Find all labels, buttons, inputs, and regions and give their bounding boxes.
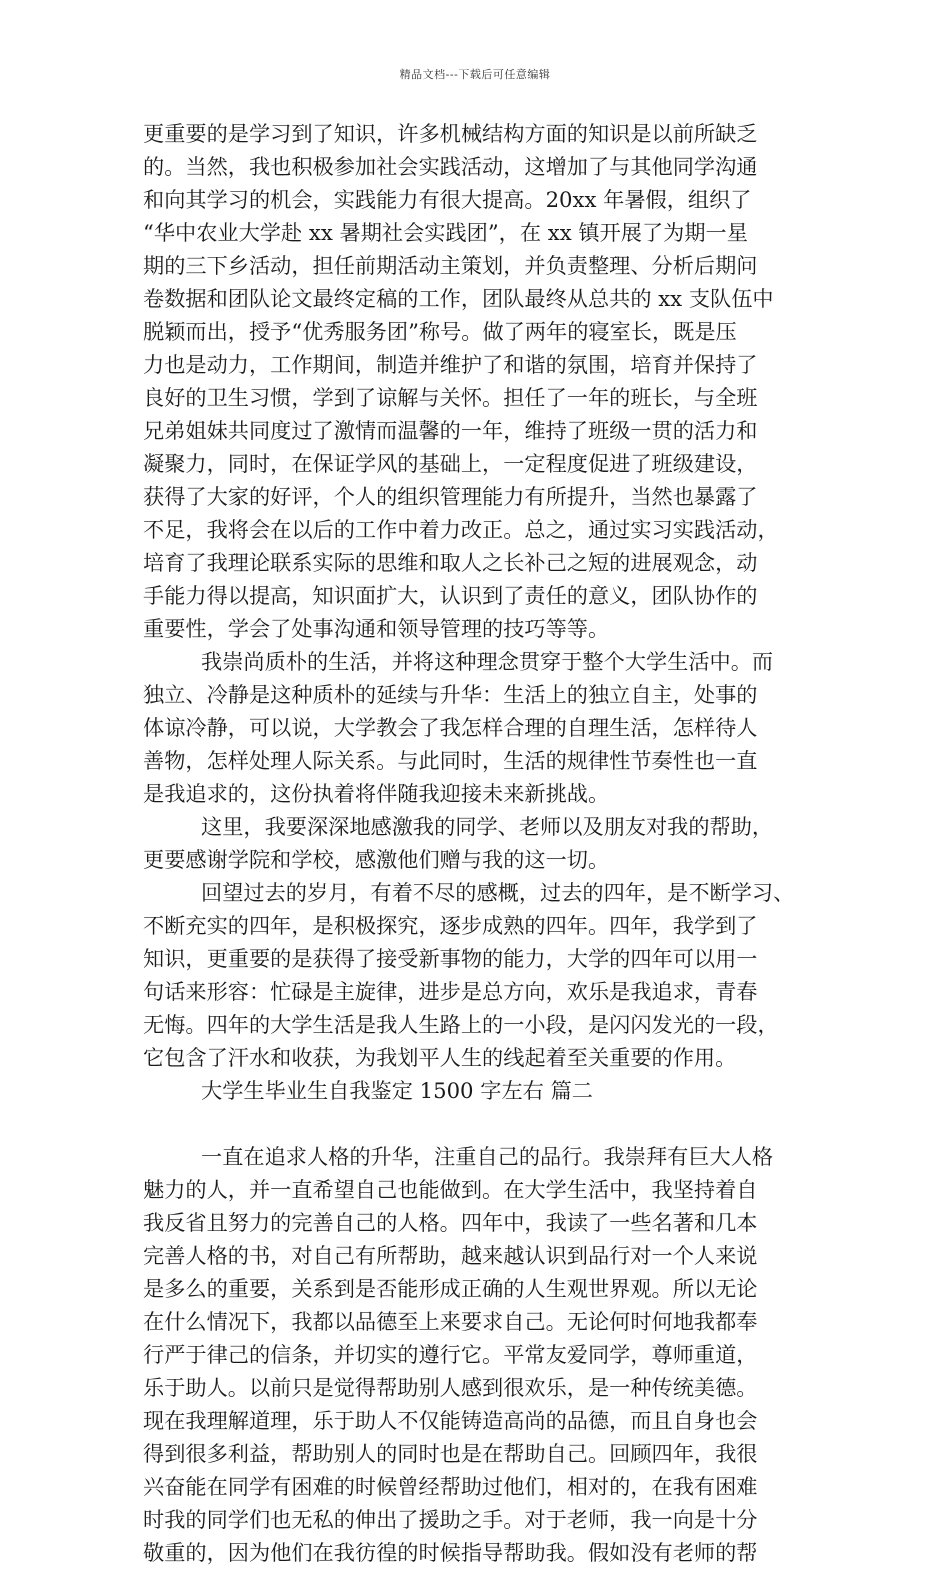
text-line: “华中农业大学赴 xx 暑期社会实践团”，在 xx 镇开展了为期一星 bbox=[143, 220, 748, 245]
text-line: 凝聚力，同时，在保证学风的基础上，一定程度促进了班级建设， bbox=[143, 451, 758, 476]
text-line: 我反省且努力的完善自己的人格。四年中，我读了一些名著和几本 bbox=[143, 1210, 758, 1235]
text-line: 独立、冷静是这种质朴的延续与升华：生活上的独立自主，处事的 bbox=[143, 682, 758, 707]
text-line: 更重要的是学习到了知识，许多机械结构方面的知识是以前所缺乏 bbox=[143, 121, 758, 146]
text-line: 是多么的重要，关系到是否能形成正确的人生观世界观。所以无论 bbox=[143, 1276, 758, 1301]
text-line: 我崇尚质朴的生活，并将这种理念贯穿于整个大学生活中。而 bbox=[201, 649, 774, 674]
text-line: 得到很多利益，帮助别人的同时也是在帮助自己。回顾四年，我很 bbox=[143, 1441, 758, 1466]
text-line: 力也是动力，工作期间，制造并维护了和谐的氛围，培育并保持了 bbox=[143, 352, 758, 377]
text-line: 这里，我要深深地感激我的同学、老师以及朋友对我的帮助， bbox=[201, 814, 774, 839]
section-heading: 大学生毕业生自我鉴定 1500 字左右 篇二 bbox=[201, 1078, 593, 1103]
text-line: 现在我理解道理，乐于助人不仅能铸造高尚的品德，而且自身也会 bbox=[143, 1408, 758, 1433]
text-line: 是我追求的，这份执着将伴随我迎接未来新挑战。 bbox=[143, 781, 610, 806]
text-line: 手能力得以提高，知识面扩大，认识到了责任的意义，团队协作的 bbox=[143, 583, 758, 608]
text-line: 体谅冷静，可以说，大学教会了我怎样合理的自理生活，怎样待人 bbox=[143, 715, 758, 740]
text-line: 和向其学习的机会，实践能力有很大提高。20xx 年暑假，组织了 bbox=[143, 187, 752, 212]
text-line: 在什么情况下，我都以品德至上来要求自己。无论何时何地我都奉 bbox=[143, 1309, 758, 1334]
blank-line bbox=[143, 1107, 823, 1140]
text-line: 不断充实的四年，是积极探究，逐步成熟的四年。四年，我学到了 bbox=[143, 913, 758, 938]
document-body bbox=[143, 117, 823, 1569]
text-line: 句话来形容：忙碌是主旋律，进步是总方向，欢乐是我追求，青春 bbox=[143, 979, 758, 1004]
text-line: 更要感谢学院和学校，感激他们赠与我的这一切。 bbox=[143, 847, 610, 872]
text-line: 回望过去的岁月，有着不尽的感概，过去的四年，是不断学习、 bbox=[201, 880, 795, 905]
text-line: 培育了我理论联系实际的思维和取人之长补己之短的进展观念，动 bbox=[143, 550, 758, 575]
text-line: 乐于助人。以前只是觉得帮助别人感到很欢乐，是一种传统美德。 bbox=[143, 1375, 758, 1400]
text-line: 期的三下乡活动，担任前期活动主策划，并负责整理、分析后期问 bbox=[143, 253, 758, 278]
text-line: 魅力的人，并一直希望自己也能做到。在大学生活中，我坚持着自 bbox=[143, 1177, 758, 1202]
text-line: 善物，怎样处理人际关系。与此同时，生活的规律性节奏性也一直 bbox=[143, 748, 758, 773]
text-line: 它包含了汗水和收获，为我划平人生的线起着至关重要的作用。 bbox=[143, 1045, 737, 1070]
text-line: 兴奋能在同学有困难的时候曾经帮助过他们，相对的，在我有困难 bbox=[143, 1474, 758, 1499]
text-line: 获得了大家的好评，个人的组织管理能力有所提升，当然也暴露了 bbox=[143, 484, 758, 509]
text-line: 卷数据和团队论文最终定稿的工作，团队最终从总共的 xx 支队伍中 bbox=[143, 286, 774, 311]
text-line: 完善人格的书，对自己有所帮助，越来越认识到品行对一个人来说 bbox=[143, 1243, 758, 1268]
text-line: 不足，我将会在以后的工作中着力改正。总之，通过实习实践活动， bbox=[143, 517, 779, 542]
text-line: 时我的同学们也无私的伸出了援助之手。对于老师，我一向是十分 bbox=[143, 1507, 758, 1532]
text-line: 行严于律己的信条，并切实的遵行它。平常友爱同学，尊师重道， bbox=[143, 1342, 758, 1367]
text-line: 无悔。四年的大学生活是我人生路上的一小段，是闪闪发光的一段， bbox=[143, 1012, 779, 1037]
text-line: 兄弟姐妹共同度过了激情而温馨的一年，维持了班级一贯的活力和 bbox=[143, 418, 758, 443]
text-line: 敬重的，因为他们在我彷徨的时候指导帮助我。假如没有老师的帮 bbox=[143, 1540, 758, 1565]
text-line: 的。当然，我也积极参加社会实践活动，这增加了与其他同学沟通 bbox=[143, 154, 758, 179]
text-line: 重要性，学会了处事沟通和领导管理的技巧等等。 bbox=[143, 616, 610, 641]
text-line: 知识，更重要的是获得了接受新事物的能力，大学的四年可以用一 bbox=[143, 946, 758, 971]
text-line: 良好的卫生习惯，学到了谅解与关怀。担任了一年的班长，与全班 bbox=[143, 385, 758, 410]
page-header: 精品文档---下载后可任意编辑 bbox=[399, 68, 551, 81]
text-line: 脱颖而出，授予“优秀服务团”称号。做了两年的寝室长，既是压 bbox=[143, 319, 737, 344]
text-line: 一直在追求人格的升华，注重自己的品行。我崇拜有巨大人格 bbox=[201, 1144, 774, 1169]
